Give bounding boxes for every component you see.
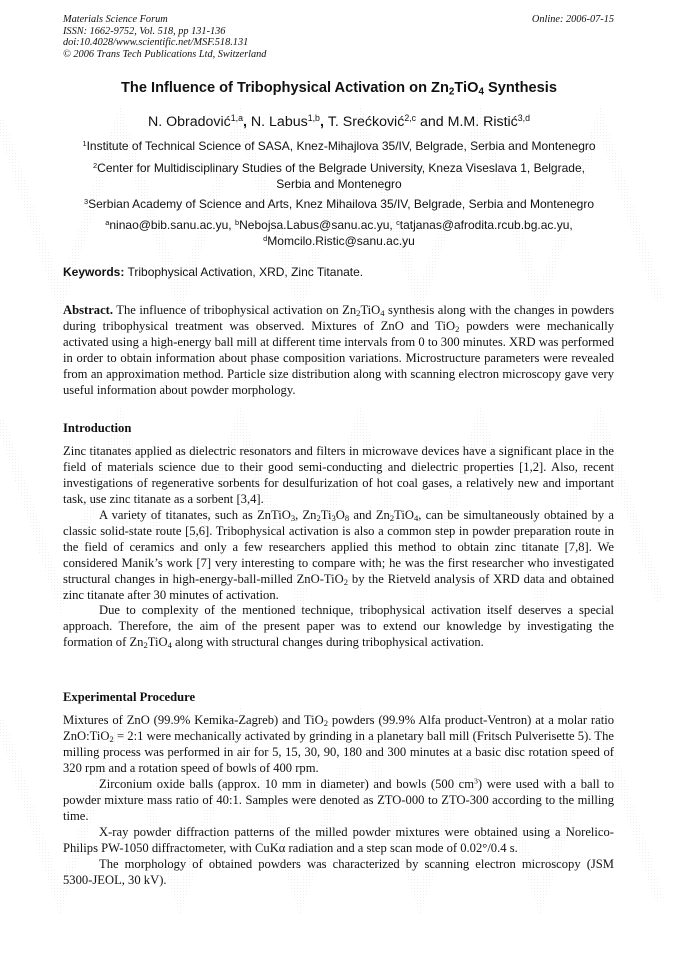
title-text: TiO [454,80,479,96]
keywords-label: Keywords: [63,265,125,279]
abstract-text: TiO [360,303,381,317]
subscript: 2 [109,734,114,745]
affiliation-2 [63,160,615,192]
affiliation-text: Institute of Technical Science of SASA, Knez-Mihajlova 35/IV, Belgrade, Serbia and Montenegro [86,139,596,153]
keywords [63,265,615,279]
issn-line: ISSN: 1662-9752, Vol. 518, pp 131-136 [63,25,226,37]
copyright-line: © 2006 Trans Tech Publications Ltd, Switzerland [63,48,267,60]
author-sep: , [319,114,328,130]
subscript: 2 [323,718,329,729]
subscript: 8 [344,513,350,524]
subscript: 2 [356,308,361,319]
affiliation-1 [63,138,615,154]
affiliation-sup: 1 [82,138,87,148]
intro-paragraph-2 [63,508,614,603]
exp-paragraph-4: The morphology of obtained powders was characterized by scanning electron microscopy (JSM 5300-JEOL, 30 kV). [63,857,614,887]
paragraph-text: by the Rietveld analysis of XRD data and obtained zinc titanate after 30 minutes of activation. [63,571,614,602]
online-date: Online: 2006-07-15 [531,14,614,25]
subscript: 4 [380,308,385,319]
paragraph-text: A variety of titanates, such as ZnTiO [99,508,291,522]
exp-paragraph-1 [63,713,614,777]
paragraph-text: O [335,508,345,522]
author-sup: 1,a [230,113,244,124]
affiliation-3 [63,196,615,212]
affiliation-text: Serbia and Montenegro [276,177,402,191]
subscript: 3 [290,513,296,524]
doi-line: doi:10.4028/www.scientific.net/MSF.518.131 [63,37,249,48]
intro-paragraph-1: Zinc titanates applied as dielectric resonators and filters in microwave devices have a significant place in the field of materials science due to their good semi-conducting and dielectric properties [1,2]. Also, recent investigations of regenerative sorbents for desulfurization of hot coal gases, a relatively new and important task, use zinc titanate as a sorbent [3,4]. [63,444,614,506]
email-sup: a [105,217,110,227]
paper-title [63,80,615,96]
affiliation-text: Center for Multidisciplinary Studies of the Belgrade University, Kneza Viseslava 1, Belgrade, [97,161,585,175]
title-subscript: 4 [478,86,484,98]
subscript: 2 [143,639,148,650]
author-sup: 2,c [404,113,417,124]
email-link[interactable]: Nebojsa.Labus@sanu.ac.yu, [239,218,397,232]
paragraph-text: TiO [394,508,414,522]
paragraph-text: Mixtures of ZnO (99.9% Kemika-Zagreb) and TiO [63,713,324,727]
paragraph-text: TiO [147,634,168,649]
title-text: The Influence of Tribophysical Activation on Zn [121,80,449,96]
email-list [63,217,615,249]
abstract-text: powders were mechanically activated using a high-energy ball mill at different time intervals from 0 to 300 minutes. XRD was performed in order to obtain information about phase composition variations. Microstructure parameters were revealed from an approximation method. Particle size distribution along with scanning electron microscopy gave very useful information about powder morphology. [63,318,614,397]
paragraph-text: ) were used with a ball to powder mixture mass ratio of 40:1. Samples were denoted as ZTO-000 to ZTO-300 according to the milling time. [63,777,615,823]
abstract-text: synthesis along with the changes in powders during tribophysical treatment was observed. Mixtures of ZnO and TiO [63,303,614,333]
affiliation-sup: 3 [83,196,89,206]
email-link[interactable]: ninao@bib.sanu.ac.yu, [109,218,235,232]
paragraph-text: Zirconium oxide balls (approx. 10 mm in diameter) and bowls (500 cm [99,777,474,791]
paragraph-text: = 2:1 were mechanically activated by grinding in a planetary ball mill (Fritsch Pulverisette 5). The milling process was performed in air for 5, 15, 30, 90, 180 and 300 minutes at a basic disc rotation speed of 320 rpm and a rotation speed of bowls of 400 rpm. [63,728,614,775]
journal-header [63,14,266,60]
journal-name: Materials Science Forum [63,14,168,25]
author-sep: and [416,114,448,130]
section-heading-experimental: Experimental Procedure [63,690,196,704]
abstract-text: The influence of tribophysical activation on Zn [113,303,357,317]
paragraph-text: Ti [320,508,332,522]
paragraph-text: along with structural changes during tribophysical activation. [171,634,484,649]
abstract [63,303,614,398]
subscript: 4 [413,513,419,524]
subscript: 2 [343,576,349,587]
subscript: 2 [455,324,460,335]
email-sup: b [234,217,240,227]
email-link[interactable]: Momcilo.Ristic@sanu.ac.yu [267,234,415,248]
author-name: T. Srećković [327,114,405,130]
email-sup: d [263,233,268,243]
intro-paragraph-3 [63,603,614,651]
author-name: M.M. Ristić [447,114,518,130]
section-heading-introduction: Introduction [63,421,132,435]
affiliation-sup: 2 [93,160,98,170]
abstract-label: Abstract. [63,303,114,317]
subscript: 2 [389,513,395,524]
title-subscript: 2 [448,86,455,98]
subscript: 4 [167,639,172,650]
email-link[interactable]: tatjanas@afrodita.rcub.bg.ac.yu, [399,218,573,232]
keywords-text: Tribophysical Activation, XRD, Zinc Titanate. [124,265,364,279]
exp-paragraph-3: X-ray powder diffraction patterns of the milled powder mixtures were obtained using a Norelico-Philips PW-1050 diffractometer, with CuKα radiation and a step scan mode of 0.02°/0.4 s. [63,825,614,855]
exp-paragraph-2 [63,777,614,825]
superscript: 3 [474,776,478,786]
author-sep: , [243,114,251,130]
subscript: 2 [316,513,321,524]
title-text: Synthesis [483,80,557,96]
author-sup: 1,b [307,113,320,124]
author-name: N. Labus [250,114,308,130]
subscript: 3 [331,513,336,524]
author-name: N. Obradović [147,114,231,130]
author-sup: 3,d [517,113,531,124]
paragraph-text: , Zn [295,508,317,522]
paragraph-text: Due to complexity of the mentioned technique, tribophysical activation itself deserves a special approach. Therefore, the aim of the present paper was to extend our knowledge by investigating the formation of Zn [63,603,614,649]
author-list [63,114,615,130]
paragraph-text: and Zn [349,508,390,522]
paragraph-text: , can be simultaneously obtained by a classic solid-state route [5,6]. Tribophysical activation is also a common step in powder preparation route in the field of ceramics and only a few researchers applied this method to obtain zinc titanate [7,8]. We considered Manik’s work [7] very interesting to compare with; he was the first researcher who investigated structural changes in high-energy-ball-milled ZnO-TiO [63,508,614,586]
affiliation-text: Serbian Academy of Science and Arts, Knez Mihailova 35/IV, Belgrade, Serbia and Montenegro [88,197,594,211]
email-sup: c [396,217,400,227]
paragraph-text: powders (99.9% Alfa product-Ventron) at a molar ratio ZnO:TiO [63,713,614,743]
